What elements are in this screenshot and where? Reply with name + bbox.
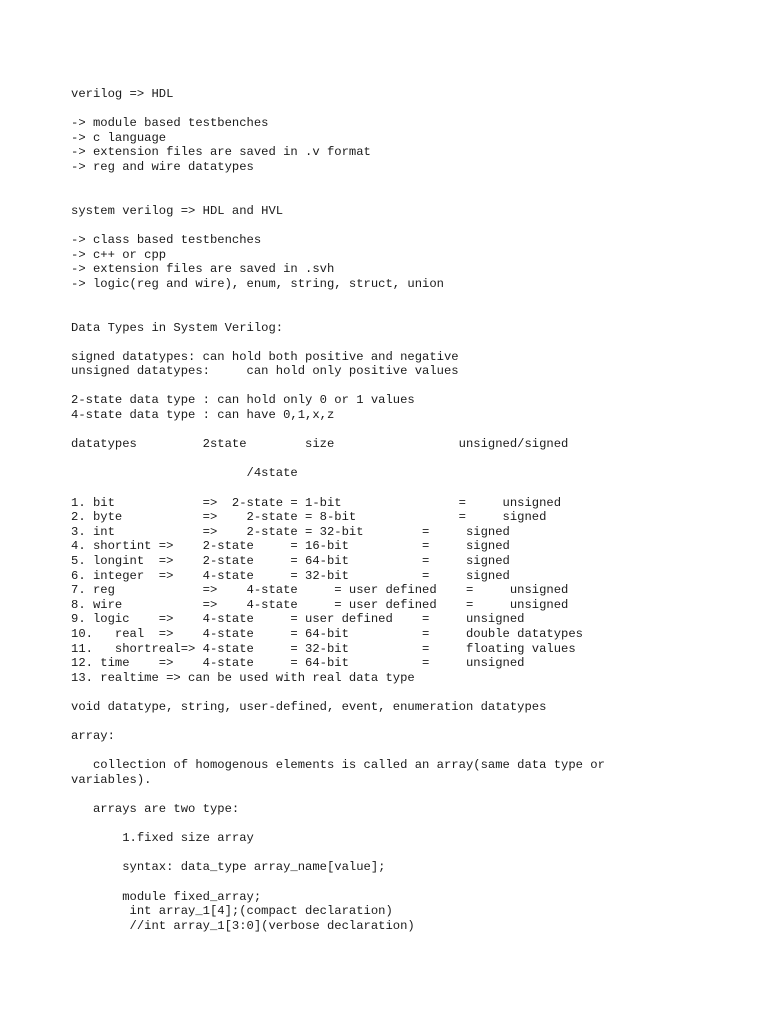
text-line: datatypes 2state size unsigned/signed — [71, 437, 569, 452]
text-line — [71, 379, 691, 394]
text-line: syntax: data_type array_name[value]; — [71, 860, 386, 875]
text-line — [71, 189, 691, 204]
text-line: 9. logic => 4-state = user defined = unsigned — [71, 612, 525, 627]
text-line: int array_1[4];(compact declaration) — [71, 904, 393, 919]
text-line: -> c language — [71, 130, 167, 145]
text-line: 5. longint => 2-state = 64-bit = signed — [71, 554, 510, 568]
text-line: 11. shortreal=> 4-state = 32-bit = floating values — [71, 641, 576, 656]
text-line: module fixed_array; — [71, 889, 262, 904]
text-line: 7. reg => 4-state = user defined = unsigned — [71, 583, 569, 598]
text-line: variables). — [71, 772, 152, 787]
text-line: 12. time => 4-state = 64-bit = unsigned — [71, 656, 525, 671]
text-line: 2-state data type : can hold only 0 or 1 values — [71, 393, 415, 408]
text-line — [71, 481, 691, 496]
text-line — [71, 291, 691, 306]
text-line — [71, 817, 691, 832]
text-line: signed datatypes: can hold both positive and negative — [71, 349, 459, 364]
text-line: -> module based testbenches — [71, 116, 269, 131]
text-line — [71, 102, 691, 117]
text-line: -> reg and wire datatypes — [71, 159, 254, 174]
text-line — [71, 175, 691, 190]
text-line: 13. realtime => can be used with real data type — [71, 670, 415, 685]
text-line: array: — [71, 729, 115, 744]
text-line: //int array_1[3:0](verbose declaration) — [71, 918, 415, 933]
text-line — [71, 452, 691, 467]
text-line: system verilog => HDL and HVL — [71, 203, 284, 218]
text-line: 10. real => 4-state = 64-bit = double datatypes — [71, 626, 583, 641]
text-line — [71, 335, 691, 350]
text-line: 6. integer => 4-state = 32-bit = signed — [71, 568, 510, 583]
text-line — [71, 846, 691, 861]
text-line: 8. wire => 4-state = user defined = unsigned — [71, 597, 569, 612]
text-line: 3. int => 2-state = 32-bit = signed — [71, 524, 510, 539]
text-line: 4. shortint => 2-state = 16-bit = signed — [71, 539, 510, 554]
text-line — [71, 715, 691, 730]
text-line: -> extension files are saved in .v format — [71, 145, 371, 160]
document-page — [71, 87, 691, 933]
text-line: -> logic(reg and wire), enum, string, struct, union — [71, 276, 444, 291]
text-line — [71, 306, 691, 321]
text-line — [71, 875, 691, 890]
text-line: 4-state data type : can have 0,1,x,z — [71, 408, 335, 423]
text-line: Data Types in System Verilog: — [71, 320, 284, 335]
text-line: -> c++ or cpp — [71, 247, 167, 262]
text-line: -> extension files are saved in .svh — [71, 262, 335, 277]
text-line — [71, 685, 691, 700]
text-line: verilog => HDL — [71, 87, 174, 101]
text-line: /4state — [71, 466, 298, 481]
text-line: 1. bit => 2-state = 1-bit = unsigned — [71, 495, 562, 510]
text-line: arrays are two type: — [71, 802, 240, 817]
text-line: -> class based testbenches — [71, 232, 262, 247]
text-line: 2. byte => 2-state = 8-bit = signed — [71, 510, 547, 525]
text-line — [71, 788, 691, 803]
text-line: void datatype, string, user-defined, event, enumeration datatypes — [71, 699, 547, 714]
text-line — [71, 218, 691, 233]
text-line: unsigned datatypes: can hold only positive values — [71, 364, 459, 379]
text-line: collection of homogenous elements is called an array(same data type or — [71, 758, 605, 773]
text-line — [71, 744, 691, 759]
text-line — [71, 423, 691, 438]
text-line: 1.fixed size array — [71, 831, 254, 846]
